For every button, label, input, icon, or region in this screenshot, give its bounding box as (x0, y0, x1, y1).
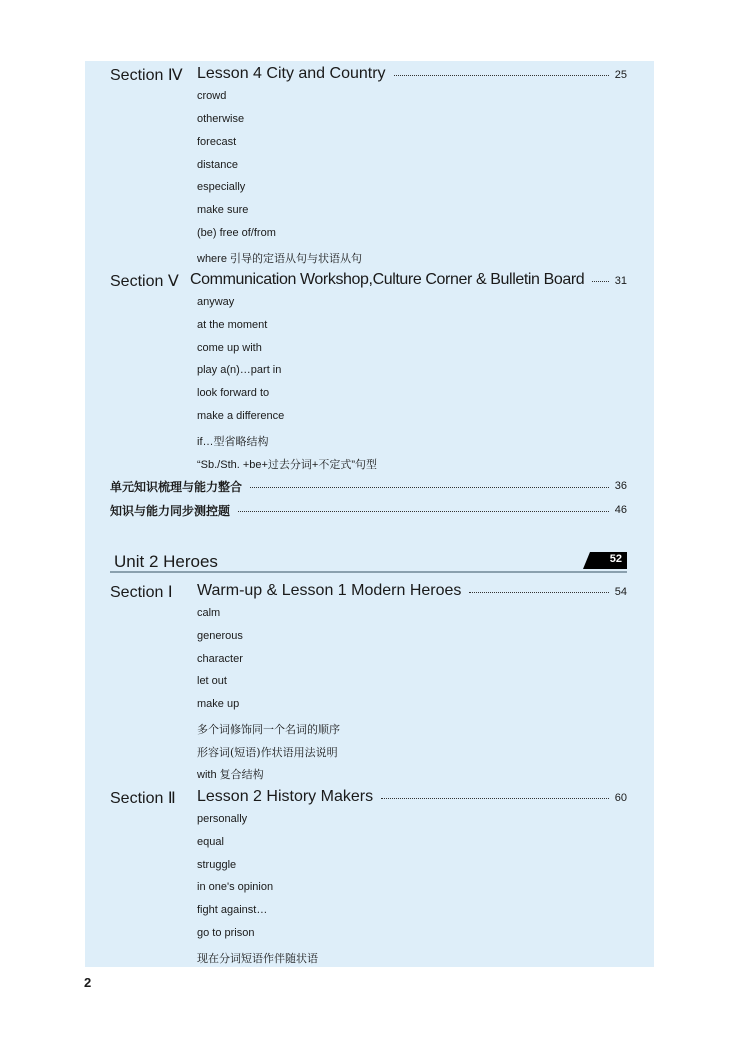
table-of-contents (85, 61, 654, 967)
dot-leader (394, 73, 609, 76)
list-item: if…型省略结构 (197, 436, 269, 448)
list-item: forecast (197, 136, 237, 148)
list-item: go to prison (197, 927, 255, 939)
section-title[interactable]: Lesson 4 City and Country (197, 65, 386, 82)
page-number[interactable]: 25 (614, 69, 627, 81)
list-item: in one's opinion (197, 881, 274, 893)
page-number[interactable]: 36 (614, 480, 627, 492)
list-item: “Sb./Sth. +be+过去分词+不定式”句型 (197, 459, 378, 471)
list-item: crowd (197, 90, 227, 102)
unit-page-number: 52 (609, 553, 622, 565)
list-item: character (197, 653, 243, 665)
unit-title[interactable]: Unit 2 Heroes (114, 552, 218, 571)
list-item: 多个词修饰同一个名词的顺序 (197, 723, 340, 736)
list-item: generous (197, 630, 243, 642)
unit-divider (110, 571, 627, 573)
list-item: let out (197, 675, 227, 687)
list-item: look forward to (197, 387, 270, 399)
list-item: with 复合结构 (197, 769, 264, 781)
dot-leader (381, 796, 609, 799)
section-title[interactable]: Communication Workshop,Culture Corner & Bulletin Board (190, 271, 585, 288)
dot-leader (469, 590, 609, 593)
section-label: Section Ⅰ (110, 584, 173, 601)
list-item: make a difference (197, 410, 285, 422)
list-item: distance (197, 159, 238, 171)
dot-leader (592, 279, 609, 282)
section-title[interactable]: Warm-up & Lesson 1 Modern Heroes (197, 582, 462, 599)
dot-leader (238, 509, 609, 512)
list-item: come up with (197, 342, 262, 354)
list-item: play a(n)…part in (197, 364, 282, 376)
page-number[interactable]: 54 (614, 586, 627, 598)
section-label: Section Ⅴ (110, 273, 179, 290)
page-number[interactable]: 31 (614, 275, 627, 287)
section-label: Section Ⅳ (110, 67, 183, 84)
unit-page-badge[interactable] (583, 552, 627, 569)
footer-page-number: 2 (84, 975, 92, 990)
section-label: Section Ⅱ (110, 790, 176, 807)
list-item: (be) free of/from (197, 227, 276, 239)
page-number[interactable]: 46 (614, 504, 627, 516)
page-number[interactable]: 60 (614, 792, 627, 804)
summary-title[interactable]: 知识与能力同步测控题 (110, 504, 231, 518)
list-item: struggle (197, 859, 237, 871)
list-item: calm (197, 607, 221, 619)
dot-leader (250, 485, 609, 488)
list-item: where 引导的定语从句与状语从句 (197, 253, 363, 265)
list-item: make up (197, 698, 240, 710)
list-item: personally (197, 813, 248, 825)
summary-title[interactable]: 单元知识梳理与能力整合 (110, 480, 243, 494)
list-item: equal (197, 836, 224, 848)
list-item: 形容词(短语)作状语用法说明 (197, 746, 338, 759)
list-item: make sure (197, 204, 249, 216)
list-item: otherwise (197, 113, 245, 125)
list-item: especially (197, 181, 246, 193)
list-item: anyway (197, 296, 235, 308)
list-item: at the moment (197, 319, 268, 331)
list-item: 现在分词短语作伴随状语 (197, 952, 318, 965)
list-item: fight against… (197, 904, 268, 916)
section-title[interactable]: Lesson 2 History Makers (197, 788, 374, 805)
